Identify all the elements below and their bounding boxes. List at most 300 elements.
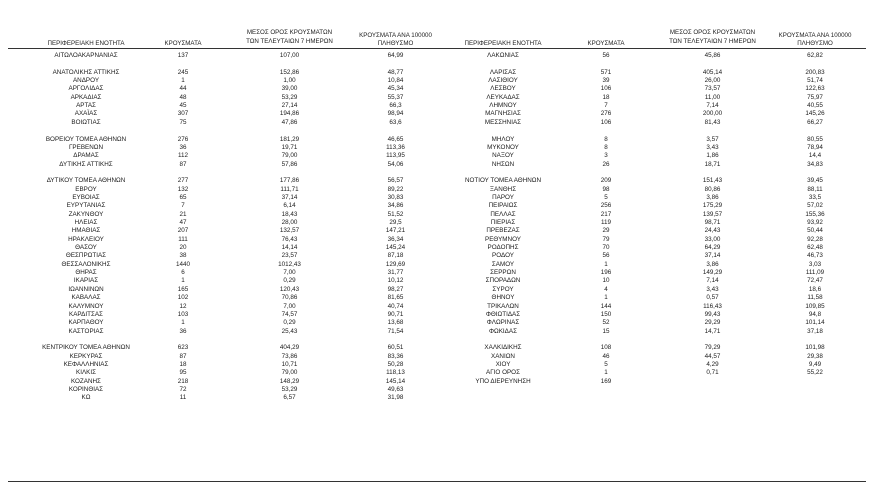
per100k-cell: 36,34	[387, 235, 404, 243]
cases-cell: 18	[602, 93, 610, 101]
per100k-cell: 92,28	[807, 235, 823, 243]
table-row	[0, 311, 869, 319]
cases-cell: 1	[181, 319, 185, 327]
cases-cell: 256	[600, 202, 612, 210]
region-cell: ΝΗΣΩΝ	[491, 160, 515, 168]
per100k-cell: 37,18	[807, 327, 823, 335]
avg-7day-cell: 111,71	[280, 185, 299, 193]
cases-cell: 87	[179, 160, 187, 168]
avg-7day-cell: 18,71	[704, 160, 721, 168]
region-cell: ΠΙΕΡΙΑΣ	[490, 219, 516, 226]
per100k-cell: 55,22	[807, 369, 823, 377]
region-cell: ΡΟΔΟΠΗΣ	[487, 244, 519, 252]
cases-cell: 276	[177, 135, 189, 143]
avg-7day-cell: 3,57	[706, 135, 719, 143]
region-cell: ΗΛΕΙΑΣ	[74, 219, 98, 226]
cases-cell: 245	[177, 68, 189, 76]
cases-cell: 1	[181, 277, 185, 285]
region-cell: ΠΡΕΒΕΖΑΣ	[486, 227, 520, 235]
avg-7day-cell: 1,86	[706, 152, 719, 160]
header-cases-left: ΚΡΟΥΣΜΑΤΑ	[164, 40, 202, 47]
cases-cell: 44	[179, 85, 187, 93]
table-row	[0, 319, 869, 327]
region-cell: ΣΠΟΡΑΔΩΝ	[485, 277, 521, 285]
avg-7day-cell: 194,86	[279, 110, 300, 118]
avg-7day-cell: 33,00	[704, 235, 721, 243]
table-row	[0, 219, 869, 227]
header-avg-left-line1: ΜΕΣΟΣ ΟΡΟΣ ΚΡΟΥΣΜΑΤΩΝ	[246, 29, 333, 36]
avg-7day-cell: 57,86	[281, 160, 298, 168]
avg-7day-cell: 10,71	[281, 360, 298, 368]
avg-7day-cell: 70,86	[281, 294, 298, 302]
cases-cell: 106	[600, 118, 612, 126]
table-spacer-row	[0, 60, 869, 68]
per100k-cell: 72,47	[807, 277, 823, 285]
region-cell: ΚΑΒΑΛΑΣ	[71, 294, 101, 302]
avg-7day-cell: 7,14	[706, 277, 719, 285]
per100k-cell: 147,21	[385, 227, 406, 235]
cases-cell: 46	[602, 352, 610, 360]
table-spacer-row	[0, 127, 869, 135]
avg-7day-cell: 0,29	[283, 319, 296, 327]
avg-7day-cell: 45,86	[704, 52, 721, 59]
avg-7day-cell: 0,71	[706, 369, 719, 377]
table-row	[0, 378, 869, 386]
cases-cell: 11	[179, 394, 187, 402]
region-cell: ΚΑΡΔΙΤΣΑΣ	[69, 310, 103, 318]
per100k-cell: 34,83	[807, 160, 823, 168]
table-row	[0, 244, 869, 252]
avg-7day-cell: 29,29	[704, 319, 721, 327]
region-cell: ΖΑΚΥΝΘΟΥ	[68, 210, 104, 218]
per100k-cell: 93,92	[807, 219, 823, 226]
table-row	[0, 119, 869, 127]
cases-cell: 10	[602, 277, 610, 285]
cases-cell: 56	[602, 252, 610, 260]
avg-7day-cell: 3,86	[706, 260, 719, 268]
cases-cell: 12	[179, 302, 187, 310]
region-cell: ΗΡΑΚΛΕΙΟΥ	[68, 235, 104, 243]
table-row	[0, 303, 869, 311]
table-row	[0, 110, 869, 118]
avg-7day-cell: 18,43	[281, 210, 298, 218]
per100k-cell: 29,38	[807, 352, 823, 360]
avg-7day-cell: 98,71	[704, 219, 721, 226]
table-row	[0, 294, 869, 302]
region-cell: ΜΥΚΟΝΟΥ	[487, 143, 519, 151]
cases-cell: 4	[604, 285, 608, 293]
region-cell: ΡΟΔΟΥ	[492, 252, 514, 260]
per100k-cell: 109,85	[805, 302, 825, 310]
cases-cell: 106	[600, 85, 612, 93]
cases-cell: 29	[602, 227, 610, 235]
per100k-cell: 11,58	[807, 294, 823, 302]
avg-7day-cell: 148,29	[279, 377, 300, 385]
region-cell: ΚΑΡΠΑΘΟΥ	[68, 319, 104, 327]
per100k-cell: 57,02	[807, 202, 823, 210]
per100k-cell: 31,98	[387, 394, 404, 402]
per100k-cell: 49,63	[387, 386, 404, 393]
region-cell: ΛΑΣΙΘΙΟΥ	[488, 77, 518, 85]
per100k-cell: 98,27	[387, 285, 404, 293]
cases-cell: 5	[604, 360, 608, 368]
avg-7day-cell: 3,86	[706, 193, 719, 201]
table-row	[0, 152, 869, 160]
cases-cell: 623	[177, 344, 189, 352]
region-cell: ΡΕΘΥΜΝΟΥ	[485, 235, 521, 243]
per100k-cell: 60,51	[387, 344, 404, 352]
cases-cell: 70	[602, 244, 610, 252]
cases-cell: 20	[179, 244, 187, 252]
table-row	[0, 328, 869, 336]
table-row	[0, 386, 869, 394]
avg-7day-cell: 79,29	[704, 344, 721, 352]
avg-7day-cell: 73,86	[281, 352, 298, 360]
cases-cell: 218	[177, 377, 189, 385]
cases-cell: 52	[602, 319, 610, 327]
cases-cell: 98	[602, 185, 610, 193]
per100k-cell: 83,36	[387, 352, 404, 360]
cases-cell: 26	[602, 160, 610, 168]
region-cell: ΝΟΤΙΟΥ ΤΟΜΕΑ ΑΘΗΝΩΝ	[464, 177, 542, 185]
region-cell: ΙΚΑΡΙΑΣ	[73, 277, 99, 285]
cases-cell: 87	[179, 352, 187, 360]
per100k-cell: 9,49	[808, 360, 822, 368]
table-row	[0, 94, 869, 102]
avg-7day-cell: 120,43	[279, 285, 300, 293]
avg-7day-cell: 107,00	[279, 52, 300, 59]
table-row	[0, 344, 869, 352]
cases-cell: 5	[604, 193, 608, 201]
region-cell: ΑΧΑΪΑΣ	[74, 110, 98, 118]
per100k-cell: 64,99	[387, 52, 404, 59]
header-per100k-left-line1: ΚΡΟΥΣΜΑΤΑ ΑΝΑ 100000	[359, 32, 432, 39]
per100k-cell: 129,69	[385, 260, 406, 268]
header-rule-top	[8, 48, 866, 49]
per100k-cell: 88,11	[807, 185, 823, 193]
avg-7day-cell: 116,43	[703, 302, 722, 310]
avg-7day-cell: 132,57	[279, 227, 300, 235]
per100k-cell: 54,06	[387, 160, 404, 168]
region-cell: ΛΑΚΩΝΙΑΣ	[487, 52, 519, 59]
cases-cell: 144	[600, 302, 612, 310]
region-cell: ΗΜΑΘΙΑΣ	[71, 227, 101, 235]
per100k-cell: 29,5	[389, 219, 402, 226]
region-cell: ΜΕΣΣΗΝΙΑΣ	[484, 118, 522, 126]
cases-cell: 7	[181, 202, 185, 210]
avg-7day-cell: 405,14	[702, 68, 723, 76]
per100k-cell: 18,6	[808, 285, 822, 293]
region-cell: ΜΑΓΝΗΣΙΑΣ	[485, 110, 521, 118]
cases-cell: 132	[177, 185, 189, 193]
avg-7day-cell: 28,00	[281, 219, 298, 226]
per100k-cell: 155,36	[805, 210, 825, 218]
avg-7day-cell: 177,86	[279, 177, 300, 185]
table-row	[0, 85, 869, 93]
cases-cell: 48	[179, 93, 187, 101]
header-avg-left-line2: ΤΩΝ ΤΕΛΕΥΤΑΙΩΝ 7 ΗΜΕΡΩΝ	[246, 38, 333, 45]
table-row	[0, 144, 869, 152]
cases-cell: 103	[177, 310, 189, 318]
region-cell: ΚΙΛΚΙΣ	[76, 369, 96, 377]
table-row	[0, 52, 869, 60]
header-region-left: ΠΕΡΙΦΕΡΕΙΑΚΗ ΕΝΟΤΗΤΑ	[47, 40, 125, 47]
cases-cell: 1	[604, 260, 608, 268]
avg-7day-cell: 4,29	[706, 360, 719, 368]
region-cell: ΣΥΡΟΥ	[492, 285, 514, 293]
table-rule-bottom	[8, 481, 866, 482]
region-cell: ΧΑΝΙΩΝ	[491, 352, 515, 360]
region-cell: ΘΗΝΟΥ	[491, 294, 515, 302]
avg-7day-cell: 79,00	[281, 152, 298, 160]
table-row	[0, 211, 869, 219]
per100k-cell: 118,13	[386, 369, 405, 377]
cases-cell: 8	[604, 143, 608, 151]
cases-cell: 1	[604, 294, 608, 302]
region-cell: ΧΙΟΥ	[495, 360, 511, 368]
cases-cell: 56	[602, 52, 610, 59]
table-row	[0, 161, 869, 169]
avg-7day-cell: 14,14	[281, 244, 298, 252]
region-cell: ΚΑΛΥΜΝΟΥ	[68, 302, 104, 310]
per100k-cell: 145,26	[805, 110, 825, 118]
per100k-cell: 50,44	[807, 227, 823, 235]
avg-7day-cell: 39,00	[281, 85, 298, 93]
region-cell: ΘΕΣΠΡΩΤΙΑΣ	[65, 252, 107, 260]
per100k-cell: 66,3	[389, 102, 402, 110]
region-cell: ΚΩ	[81, 394, 91, 402]
avg-7day-cell: 7,14	[706, 102, 719, 110]
cases-cell: 1	[181, 77, 185, 85]
avg-7day-cell: 1,00	[283, 77, 296, 85]
cases-cell: 307	[177, 110, 189, 118]
per100k-cell: 101,14	[805, 319, 825, 327]
cases-cell: 277	[177, 177, 189, 185]
region-cell: ΛΕΣΒΟΥ	[490, 85, 516, 93]
region-cell: ΠΑΡΟΥ	[492, 193, 514, 201]
avg-7day-cell: 64,29	[704, 244, 721, 252]
per100k-cell: 71,54	[387, 327, 404, 335]
avg-7day-cell: 404,29	[279, 344, 300, 352]
avg-7day-cell: 7,00	[283, 302, 296, 310]
avg-7day-cell: 7,00	[283, 269, 296, 277]
region-cell: ΕΒΡΟΥ	[75, 185, 97, 193]
table-row	[0, 252, 869, 260]
per100k-cell: 14,4	[808, 152, 822, 160]
region-cell: ΑΡΚΑΔΙΑΣ	[70, 93, 102, 101]
avg-7day-cell: 76,43	[281, 235, 298, 243]
avg-7day-cell: 80,86	[704, 185, 721, 193]
cases-cell: 47	[179, 219, 187, 226]
region-cell: ΒΟΡΕΙΟΥ ΤΟΜΕΑ ΑΘΗΝΩΝ	[45, 135, 127, 143]
table-row	[0, 394, 869, 402]
region-cell: ΚΑΣΤΟΡΙΑΣ	[68, 327, 104, 335]
avg-7day-cell: 73,57	[704, 85, 721, 93]
region-cell: ΛΑΡΙΣΑΣ	[489, 68, 517, 76]
avg-7day-cell: 1012,43	[278, 260, 301, 268]
region-cell: ΠΕΙΡΑΙΩΣ	[488, 202, 518, 210]
avg-7day-cell: 37,14	[281, 193, 298, 201]
per100k-cell: 3,03	[808, 260, 822, 268]
table-row	[0, 194, 869, 202]
cases-cell: 18	[179, 360, 187, 368]
per100k-cell: 34,86	[387, 202, 404, 210]
per100k-cell: 145,14	[385, 377, 406, 385]
per100k-cell: 200,83	[805, 68, 825, 76]
table-row	[0, 186, 869, 194]
region-cell: ΔΥΤΙΚΗΣ ΑΤΤΙΚΗΣ	[59, 160, 113, 168]
cases-cell: 3	[604, 152, 608, 160]
region-cell: ΞΑΝΘΗΣ	[489, 185, 517, 193]
region-cell: ΣΕΡΡΩΝ	[490, 269, 516, 277]
per100k-cell: 40,55	[807, 102, 823, 110]
region-cell: ΝΑΞΟΥ	[492, 152, 514, 160]
per100k-cell: 98,94	[387, 110, 404, 118]
per100k-cell: 62,82	[807, 52, 823, 59]
cases-cell: 39	[602, 77, 610, 85]
per100k-cell: 81,65	[387, 294, 404, 302]
region-cell: ΙΩΑΝΝΙΝΩΝ	[68, 285, 104, 293]
avg-7day-cell: 152,86	[279, 68, 300, 76]
cases-cell: 38	[179, 252, 187, 260]
avg-7day-cell: 14,71	[704, 327, 721, 335]
cases-cell: 95	[179, 369, 187, 377]
cases-cell: 79	[602, 235, 610, 243]
cases-cell: 150	[600, 310, 612, 318]
avg-7day-cell: 6,14	[283, 202, 296, 210]
cases-cell: 209	[600, 177, 612, 185]
cases-cell: 72	[179, 386, 187, 393]
table-spacer-row	[0, 336, 869, 344]
avg-7day-cell: 139,57	[702, 210, 723, 218]
per100k-cell: 113,95	[386, 152, 405, 160]
cases-cell: 7	[604, 102, 608, 110]
table-row	[0, 277, 869, 285]
table-row	[0, 202, 869, 210]
region-cell: ΠΕΛΛΑΣ	[490, 210, 516, 218]
avg-7day-cell: 24,43	[704, 227, 721, 235]
region-cell: ΛΕΥΚΑΔΑΣ	[486, 93, 520, 101]
table-row	[0, 369, 869, 377]
cases-cell: 65	[179, 193, 187, 201]
cases-cell: 36	[179, 327, 187, 335]
region-cell: ΣΑΜΟΥ	[491, 260, 515, 268]
table-row	[0, 69, 869, 77]
cases-cell: 571	[600, 68, 612, 76]
region-cell: ΑΝΔΡΟΥ	[72, 77, 100, 85]
header-avg-right-line1: ΜΕΣΟΣ ΟΡΟΣ ΚΡΟΥΣΜΑΤΩΝ	[669, 29, 756, 36]
avg-7day-cell: 151,43	[702, 177, 723, 185]
header-avg-right-line2: ΤΩΝ ΤΕΛΕΥΤΑΙΩΝ 7 ΗΜΕΡΩΝ	[669, 38, 756, 45]
avg-7day-cell: 37,14	[704, 252, 721, 260]
cases-cell: 207	[177, 227, 189, 235]
per100k-cell: 46,65	[387, 135, 404, 143]
region-cell: ΦΘΙΩΤΙΔΑΣ	[485, 310, 521, 318]
per100k-cell: 90,71	[387, 310, 404, 318]
region-cell: ΚΕΡΚΥΡΑΣ	[69, 352, 103, 360]
per100k-cell: 46,73	[807, 252, 823, 260]
region-cell: ΒΟΙΩΤΙΑΣ	[71, 118, 101, 126]
cases-cell: 108	[600, 344, 612, 352]
table-row	[0, 261, 869, 269]
cases-cell: 102	[177, 294, 189, 302]
cases-cell: 169	[600, 377, 612, 385]
avg-7day-cell: 74,57	[281, 310, 298, 318]
cases-cell: 217	[600, 210, 612, 218]
avg-7day-cell: 44,57	[704, 352, 721, 360]
per100k-cell: 50,28	[387, 360, 404, 368]
region-cell: ΓΡΕΒΕΝΩΝ	[68, 143, 104, 151]
table-row	[0, 361, 869, 369]
per100k-cell: 51,74	[807, 77, 823, 85]
region-cell: ΚΟΡΙΝΘΙΑΣ	[68, 386, 104, 393]
avg-7day-cell: 149,29	[702, 269, 723, 277]
table-row	[0, 227, 869, 235]
cases-cell: 36	[179, 143, 187, 151]
cases-cell: 111	[178, 235, 188, 243]
cases-cell: 8	[604, 135, 608, 143]
table-row	[0, 353, 869, 361]
region-cell: ΚΕΝΤΡΙΚΟΥ ΤΟΜΕΑ ΑΘΗΝΩΝ	[42, 344, 130, 352]
per100k-cell: 101,98	[805, 344, 825, 352]
avg-7day-cell: 6,57	[283, 394, 296, 402]
per100k-cell: 13,68	[387, 319, 404, 327]
per100k-cell: 48,77	[387, 68, 404, 76]
cases-cell: 112	[177, 152, 189, 160]
table-row	[0, 102, 869, 110]
per100k-cell: 80,55	[807, 135, 823, 143]
region-cell: ΚΕΦΑΛΛΗΝΙΑΣ	[63, 360, 109, 368]
avg-7day-cell: 81,43	[704, 118, 721, 126]
avg-7day-cell: 19,71	[281, 143, 298, 151]
per100k-cell: 113,36	[386, 143, 405, 151]
table-row	[0, 286, 869, 294]
region-cell: ΘΗΡΑΣ	[75, 269, 97, 277]
region-cell: ΕΥΡΥΤΑΝΙΑΣ	[66, 202, 106, 210]
cases-cell: 45	[179, 102, 187, 110]
region-cell: ΔΡΑΜΑΣ	[73, 152, 99, 160]
table-row	[0, 136, 869, 144]
avg-7day-cell: 79,00	[281, 369, 298, 377]
avg-7day-cell: 25,43	[281, 327, 298, 335]
per100k-cell: 51,52	[387, 210, 404, 218]
cases-cell: 1440	[175, 260, 190, 268]
region-cell: ΔΥΤΙΚΟΥ ΤΟΜΕΑ ΑΘΗΝΩΝ	[46, 177, 126, 185]
cases-cell: 119	[600, 219, 612, 226]
avg-7day-cell: 53,29	[281, 93, 298, 101]
region-cell: ΘΕΣΣΑΛΟΝΙΚΗΣ	[61, 260, 111, 268]
region-cell: ΧΑΛΚΙΔΙΚΗΣ	[484, 344, 522, 352]
avg-7day-cell: 175,29	[702, 202, 723, 210]
per100k-cell: 66,27	[807, 118, 823, 126]
region-cell: ΑΝΑΤΟΛΙΚΗΣ ΑΤΤΙΚΗΣ	[52, 68, 120, 76]
region-cell: ΘΑΣΟΥ	[75, 244, 97, 252]
region-cell: ΥΠΟ ΔΙΕΡΕΥΝΗΣΗ	[475, 377, 531, 385]
table-row	[0, 236, 869, 244]
per100k-cell: 10,84	[387, 77, 404, 85]
header-per100k-left-line2: ΠΛΗΘΥΣΜΟ	[377, 40, 414, 47]
per100k-cell: 62,48	[807, 244, 823, 252]
region-cell: ΑΓΙΟ ΟΡΟΣ	[486, 369, 520, 377]
avg-7day-cell: 0,29	[283, 277, 296, 285]
region-cell: ΕΥΒΟΙΑΣ	[72, 193, 100, 201]
per100k-cell: 94,8	[808, 310, 822, 318]
avg-7day-cell: 23,57	[281, 252, 298, 260]
cases-cell: 276	[600, 110, 612, 118]
per100k-cell: 89,22	[387, 185, 404, 193]
cases-cell: 137	[177, 52, 189, 59]
region-cell: ΚΟΖΑΝΗΣ	[71, 377, 101, 385]
